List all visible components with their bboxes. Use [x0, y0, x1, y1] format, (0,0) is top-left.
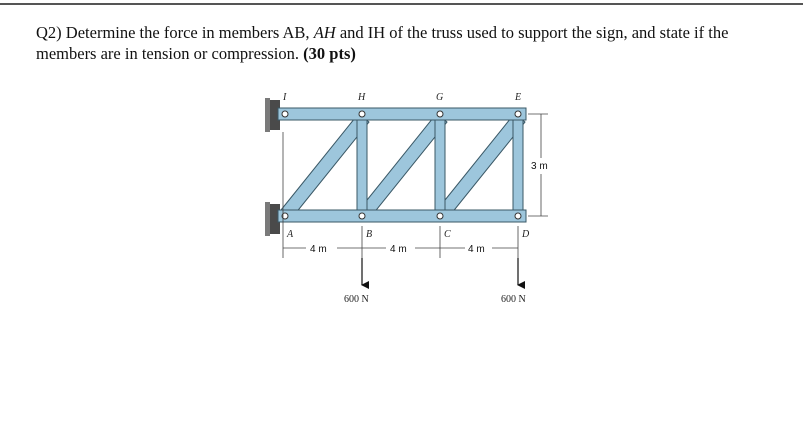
pin-I — [282, 111, 288, 117]
member-top-chord — [278, 108, 526, 120]
dimension-span-3: 4 m — [468, 244, 485, 255]
member-CE — [437, 113, 525, 219]
node-label-H: H — [358, 92, 366, 103]
question-text-part-1: Determine the force in members AB, — [61, 23, 314, 42]
dimension-span-1: 4 m — [310, 244, 327, 255]
member-GC — [435, 112, 445, 220]
pin-H — [359, 111, 365, 117]
member-AH — [281, 113, 369, 219]
pin-C — [437, 213, 443, 219]
pin-D — [515, 213, 521, 219]
node-label-C: C — [444, 229, 451, 240]
question-text-part-2: and IH of the truss used to support the sign, and state if the members are in tension or compression. — [36, 23, 729, 63]
node-label-D: D — [522, 229, 530, 240]
pin-B — [359, 213, 365, 219]
dimension-height: 3 m — [531, 161, 548, 172]
node-label-B: B — [366, 229, 373, 240]
pin-G — [437, 111, 443, 117]
node-label-A: A — [287, 229, 294, 240]
node-label-I: I — [283, 92, 287, 103]
load-label-B: 600 N — [344, 294, 369, 305]
node-label-E: E — [515, 92, 522, 103]
question-number: Q2) — [36, 23, 62, 42]
question-points: (30 pts) — [303, 44, 356, 63]
pin-E — [515, 111, 521, 117]
question-member-ah: AH — [313, 23, 336, 42]
member-HB — [357, 112, 367, 220]
member-bottom-chord — [278, 210, 526, 222]
load-label-D: 600 N — [501, 294, 526, 305]
member-BG — [359, 113, 447, 219]
node-label-G: G — [436, 92, 444, 103]
dimension-span-2: 4 m — [390, 244, 407, 255]
member-ED — [513, 112, 523, 220]
